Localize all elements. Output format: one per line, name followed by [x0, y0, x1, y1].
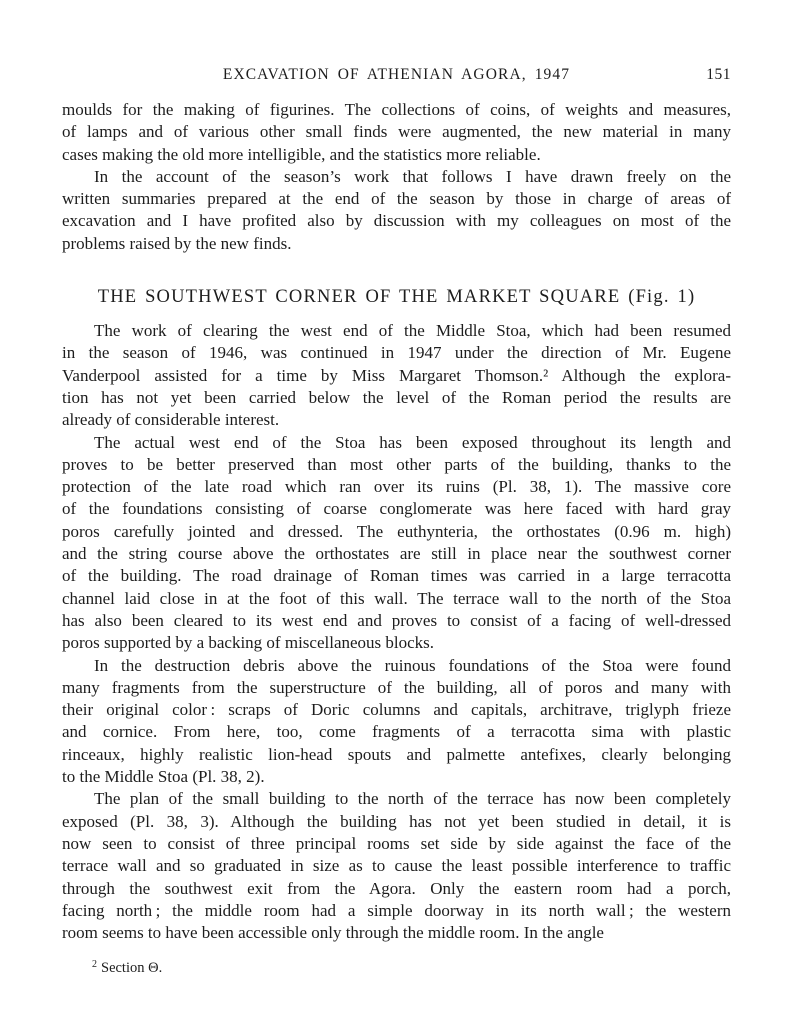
text-line: In the account of the season’s work that follows I have drawn freely on the: [94, 166, 731, 186]
text-line: already of considerable interest.: [62, 410, 280, 430]
text-line: written summaries prepared at the end of the season by those in charge of areas of: [62, 189, 731, 209]
paragraph: [62, 99, 731, 166]
paragraph: [62, 166, 731, 255]
article-body: [62, 99, 731, 944]
paragraph: [62, 432, 731, 655]
footnote-text: Section Θ.: [101, 960, 163, 977]
text-line: and the string course above the orthostates are still in place near the southwest corner: [62, 544, 731, 564]
running-head: [62, 67, 731, 83]
text-line: In the destruction debris above the ruinous foundations of the Stoa were found: [94, 655, 731, 675]
text-line: channel laid close in at the foot of this wall. The terrace wall to the north of the Stoa: [62, 588, 731, 608]
text-line: many fragments from the superstructure of the building, all of poros and many with: [62, 677, 731, 697]
text-line: problems raised by the new finds.: [62, 233, 292, 253]
running-title: EXCAVATION OF ATHENIAN AGORA, 1947: [222, 66, 571, 83]
text-line: facing north ; the middle room had a simple doorway in its north wall ; the western: [62, 900, 731, 920]
section-heading: THE SOUTHWEST CORNER OF THE MARKET SQUARE (Fig. 1): [97, 287, 696, 308]
text-line: rinceaux, highly realistic lion-head spouts and palmette antefixes, clearly belonging: [62, 744, 731, 764]
footnote: [62, 959, 731, 977]
text-line: in the season of 1946, was continued in 1947 under the direction of Mr. Eugene: [62, 343, 731, 363]
text-line: tion has not yet been carried below the level of the Roman period the results are: [62, 387, 731, 407]
text-line: The work of clearing the west end of the Middle Stoa, which had been resumed: [94, 321, 731, 341]
text-line: proves to be better preserved than most other parts of the building, thanks to the: [62, 454, 731, 474]
text-line: moulds for the making of figurines. The collections of coins, of weights and measures,: [62, 100, 731, 119]
text-line: Vanderpool assisted for a time by Miss Margaret Thomson.² Although the explora-: [62, 365, 731, 385]
paragraph: [62, 655, 731, 789]
text-line: has also been cleared to its west end and proves to consist of a facing of well-dressed: [62, 610, 731, 630]
text-line: excavation and I have profited also by discussion with my colleagues on most of the: [62, 211, 731, 231]
text-line: their original color : scraps of Doric columns and capitals, architrave, triglyph frieze: [62, 700, 731, 720]
text-line: protection of the late road which ran over its ruins (Pl. 38, 1). The massive core: [62, 477, 731, 497]
text-line: poros supported by a backing of miscellaneous blocks.: [62, 633, 435, 653]
text-line: to the Middle Stoa (Pl. 38, 2).: [62, 767, 265, 787]
text-line: terrace wall and so graduated in size as to cause the least possible interference to traffic: [62, 856, 731, 876]
text-line: exposed (Pl. 38, 3). Although the building has not yet been studied in detail, it is: [62, 811, 731, 831]
text-line: The plan of the small building to the north of the terrace has now been completely: [94, 789, 731, 809]
paragraph: [62, 320, 731, 431]
page-number: 151: [706, 66, 731, 83]
text-line: cases making the old more intelligible, and the statistics more reliable.: [62, 144, 541, 164]
paragraph: [62, 788, 731, 944]
text-line: poros carefully jointed and dressed. The euthynteria, the orthostates (0.96 m. high): [62, 521, 731, 541]
text-line: and cornice. From here, too, come fragments of a terracotta sima with plastic: [62, 722, 731, 742]
footnote-marker: 2: [92, 958, 97, 970]
text-line: of lamps and of various other small finds were augmented, the new material in many: [62, 122, 731, 142]
text-line: The actual west end of the Stoa has been exposed throughout its length and: [94, 432, 731, 452]
text-line: through the southwest exit from the Agora. Only the eastern room had a porch,: [62, 878, 731, 898]
text-line: of the foundations consisting of coarse conglomerate was here faced with hard gray: [62, 499, 731, 519]
text-line: of the building. The road drainage of Roman times was carried in a large terracotta: [62, 566, 731, 586]
text-line: room seems to have been accessible only through the middle room. In the angle: [62, 923, 604, 943]
text-line: now seen to consist of three principal rooms set side by side against the face of the: [62, 833, 731, 853]
